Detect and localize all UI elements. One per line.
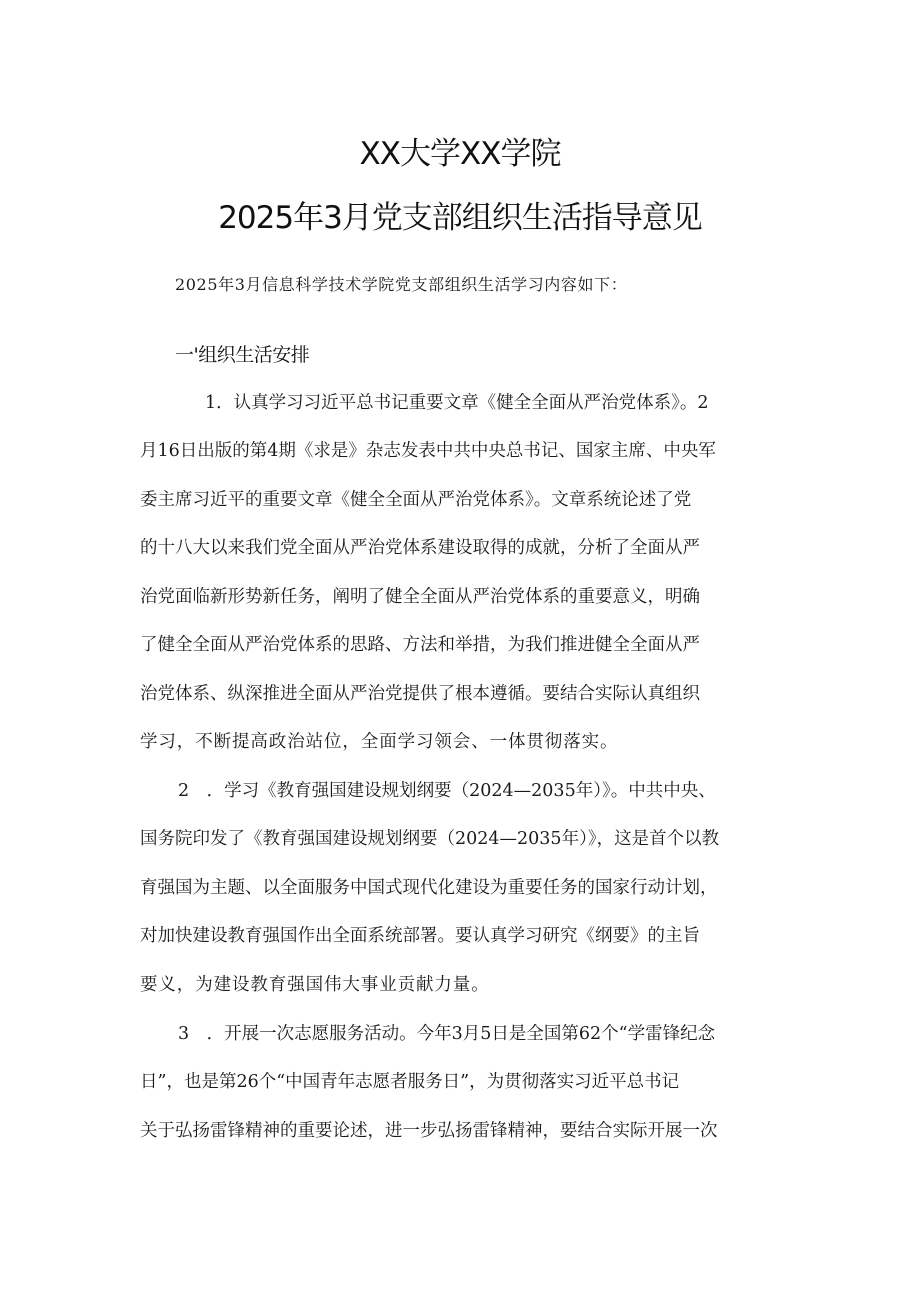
paragraph-line: 2 ．学习《教育强国建设规划纲要（2024—2035年）》。中共中央、: [178, 781, 716, 801]
paragraph-line: 育强国为主题、以全面服务中国式现代化建设为重要任务的国家行动计划，: [140, 878, 718, 898]
section-heading: 一'组织生活安排: [175, 344, 310, 366]
paragraph-line: 月16日出版的第4期《求是》杂志发表中共中央总书记、国家主席、中央军: [140, 441, 716, 461]
paragraph-line: 委主席习近平的重要文章《健全全面从严治党体系》。文章系统论述了党: [140, 490, 692, 510]
paragraph-line: 对加快建设教育强国作出全面系统部署。要认真学习研究《纲要》的主旨: [140, 926, 700, 946]
paragraph-line: 治党体系、纵深推进全面从严治党提供了根本遵循。要结合实际认真组织: [140, 684, 700, 704]
paragraph-line: 了健全全面从严治党体系的思路、方法和举措，为我们推进健全全面从严: [140, 635, 700, 655]
paragraph-line: 3 ．开展一次志愿服务活动。今年3月5日是全国第62个“学雷锋纪念: [178, 1024, 716, 1044]
paragraph-line: 1．认真学习习近平总书记重要文章《健全全面从严治党体系》。2: [205, 393, 709, 413]
paragraph-line: 要义，为建设教育强国伟大事业贡献力量。: [140, 975, 490, 995]
paragraph-line: 学习，不断提高政治站位，全面学习领会、一体贯彻落实。: [140, 732, 619, 752]
paragraph-line: 治党面临新形势新任务，阐明了健全全面从严治党体系的重要意义，明确: [140, 587, 700, 607]
document-title: XX大学XX学院: [359, 136, 561, 172]
paragraph-line: 国务院印发了《教育强国建设规划纲要（2024—2035年）》，这是首个以教: [140, 829, 720, 849]
document-subtitle: 2025年3月党支部组织生活指导意见: [218, 200, 702, 236]
paragraph-line: 关于弘扬雷锋精神的重要论述，进一步弘扬雷锋精神，要结合实际开展一次: [140, 1121, 718, 1141]
paragraph-line: 的十八大以来我们党全面从严治党体系建设取得的成就，分析了全面从严: [140, 538, 700, 558]
intro-paragraph: 2025年3月信息科学技术学院党支部组织生活学习内容如下：: [175, 275, 628, 294]
paragraph-line: 日”，也是第26个“中国青年志愿者服务日”，为贯彻落实习近平总书记: [140, 1072, 680, 1092]
